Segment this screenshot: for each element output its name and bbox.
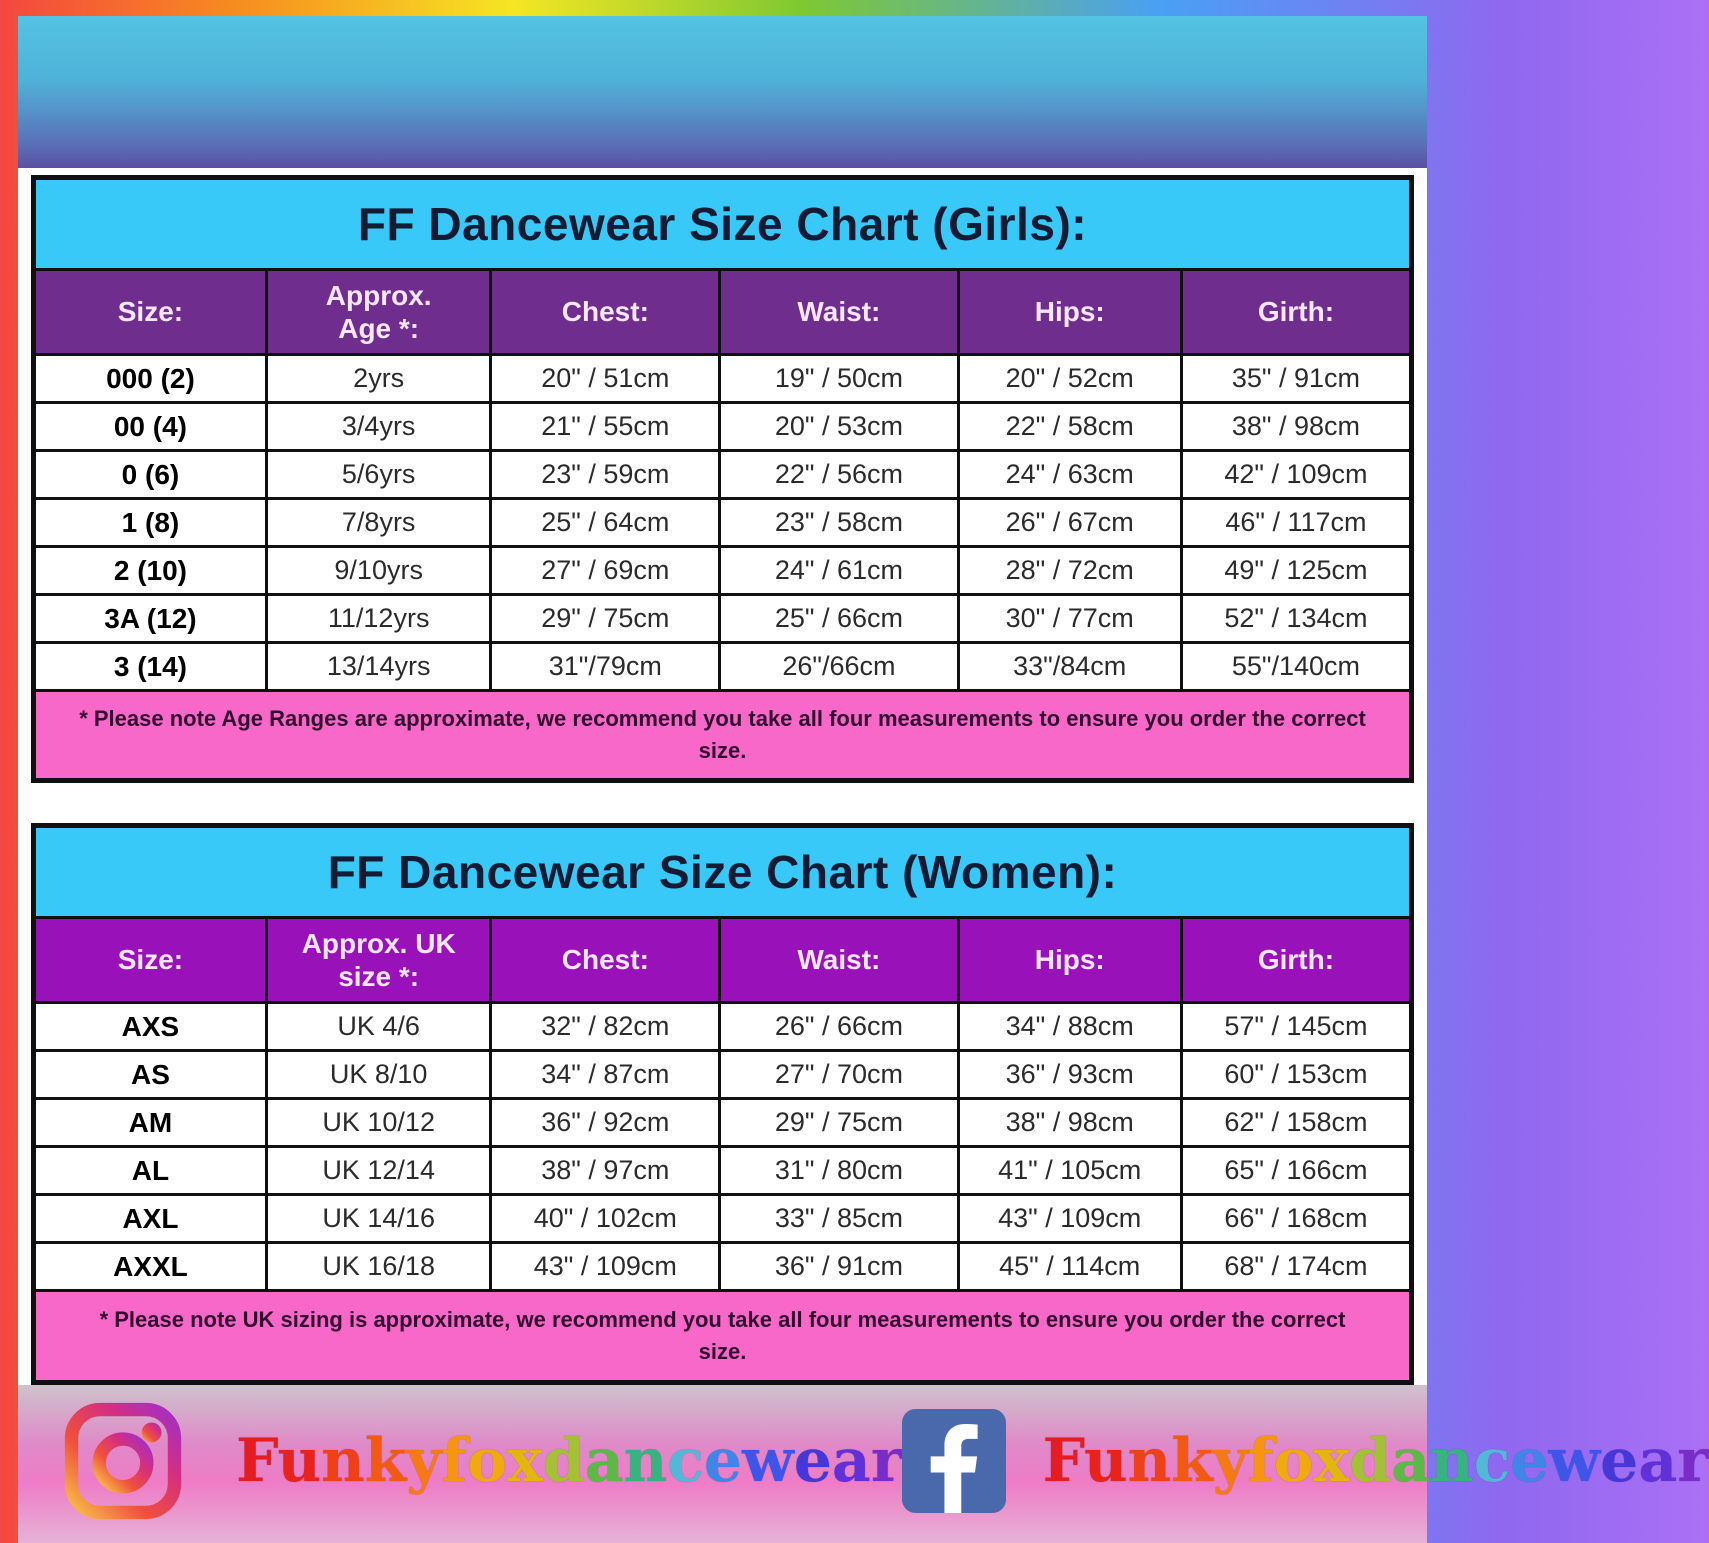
table-cell: 62" / 158cm xyxy=(1181,1099,1411,1147)
table-cell: 41" / 105cm xyxy=(958,1147,1181,1195)
size-cell: AXS xyxy=(34,1003,267,1051)
table-cell: 33" / 85cm xyxy=(720,1195,958,1243)
column-header-age-label: Approx. Age *: xyxy=(325,279,432,344)
facebook-handle[interactable]: Funkyfoxdancewear xyxy=(1042,1426,1709,1496)
table-cell: 42" / 109cm xyxy=(1181,451,1411,499)
table-cell: 68" / 174cm xyxy=(1181,1243,1411,1291)
column-header-hips: Hips: xyxy=(958,918,1181,1003)
table-cell: 26" / 66cm xyxy=(720,1003,958,1051)
table-cell: 9/10yrs xyxy=(266,547,491,595)
table-header-row xyxy=(34,918,1412,1003)
size-cell: AXXL xyxy=(34,1243,267,1291)
table-cell: 19" / 50cm xyxy=(720,355,958,403)
table-cell: 3/4yrs xyxy=(266,403,491,451)
girls-footnote xyxy=(34,691,1412,781)
table-row xyxy=(34,643,1412,691)
size-cell: 00 (4) xyxy=(34,403,267,451)
column-header-girth: Girth: xyxy=(1181,918,1411,1003)
column-header-girth: Girth: xyxy=(1181,270,1411,355)
table-cell: 27" / 69cm xyxy=(491,547,720,595)
table-cell: 36" / 91cm xyxy=(720,1243,958,1291)
girls-table-title: FF Dancewear Size Chart (Girls): xyxy=(34,178,1412,270)
table-cell: 11/12yrs xyxy=(266,595,491,643)
table-cell: 43" / 109cm xyxy=(958,1195,1181,1243)
table-cell: 20" / 51cm xyxy=(491,355,720,403)
table-cell: 57" / 145cm xyxy=(1181,1003,1411,1051)
table-cell: 33"/84cm xyxy=(958,643,1181,691)
table-cell: 34" / 87cm xyxy=(491,1051,720,1099)
content-card xyxy=(18,16,1709,1496)
table-cell: 24" / 61cm xyxy=(720,547,958,595)
column-header-uk-size xyxy=(266,918,491,1003)
table-cell: 23" / 58cm xyxy=(720,499,958,547)
column-header-chest: Chest: xyxy=(491,270,720,355)
table-row xyxy=(34,499,1412,547)
table-cell: 20" / 53cm xyxy=(720,403,958,451)
social-band xyxy=(18,1385,1709,1543)
table-cell: UK 4/6 xyxy=(266,1003,491,1051)
table-row xyxy=(34,547,1412,595)
table-title-row xyxy=(34,826,1412,918)
instagram-link[interactable] xyxy=(62,1400,902,1522)
table-row xyxy=(34,1051,1412,1099)
table-cell: 20" / 52cm xyxy=(958,355,1181,403)
table-cell: UK 8/10 xyxy=(266,1051,491,1099)
column-header-uk-size-label: Approx. UK size *: xyxy=(301,927,456,992)
table-cell: 36" / 92cm xyxy=(491,1099,720,1147)
size-cell: AL xyxy=(34,1147,267,1195)
table-cell: 28" / 72cm xyxy=(958,547,1181,595)
girls-footnote-text: * Please note Age Ranges are approximate, we recommend you take all four measurements to ensure you order the correct size. xyxy=(79,706,1366,763)
table-cell: 5/6yrs xyxy=(266,451,491,499)
table-cell: 45" / 114cm xyxy=(958,1243,1181,1291)
table-footnote-row xyxy=(34,1291,1412,1383)
instagram-handle[interactable]: Funkyfoxdancewear xyxy=(236,1426,903,1496)
table-row xyxy=(34,355,1412,403)
table-cell: 49" / 125cm xyxy=(1181,547,1411,595)
women-size-table xyxy=(31,823,1414,1385)
instagram-icon[interactable] xyxy=(62,1400,184,1522)
table-cell: 24" / 63cm xyxy=(958,451,1181,499)
table-cell: 46" / 117cm xyxy=(1181,499,1411,547)
size-cell: AM xyxy=(34,1099,267,1147)
column-header-age xyxy=(266,270,491,355)
table-cell: 2yrs xyxy=(266,355,491,403)
size-cell: 0 (6) xyxy=(34,451,267,499)
table-cell: 25" / 64cm xyxy=(491,499,720,547)
table-row xyxy=(34,1195,1412,1243)
table-cell: 66" / 168cm xyxy=(1181,1195,1411,1243)
table-title-row xyxy=(34,178,1412,270)
table-cell: 23" / 59cm xyxy=(491,451,720,499)
facebook-link[interactable] xyxy=(902,1409,1708,1513)
table-cell: 38" / 98cm xyxy=(958,1099,1181,1147)
table-cell: 32" / 82cm xyxy=(491,1003,720,1051)
table-cell: 55"/140cm xyxy=(1181,643,1411,691)
table-row xyxy=(34,1003,1412,1051)
table-cell: 34" / 88cm xyxy=(958,1003,1181,1051)
column-header-size: Size: xyxy=(34,270,267,355)
table-cell: 22" / 58cm xyxy=(958,403,1181,451)
table-cell: 38" / 97cm xyxy=(491,1147,720,1195)
table-header-row xyxy=(34,270,1412,355)
column-header-size: Size: xyxy=(34,918,267,1003)
table-cell: 40" / 102cm xyxy=(491,1195,720,1243)
size-cell: AS xyxy=(34,1051,267,1099)
table-cell: UK 16/18 xyxy=(266,1243,491,1291)
women-footnote xyxy=(34,1291,1412,1383)
tables-area xyxy=(18,168,1427,1385)
column-header-waist: Waist: xyxy=(720,270,958,355)
table-cell: 38" / 98cm xyxy=(1181,403,1411,451)
table-cell: 43" / 109cm xyxy=(491,1243,720,1291)
table-cell: 65" / 166cm xyxy=(1181,1147,1411,1195)
table-cell: 26"/66cm xyxy=(720,643,958,691)
table-cell: 60" / 153cm xyxy=(1181,1051,1411,1099)
table-cell: 22" / 56cm xyxy=(720,451,958,499)
table-cell: 31"/79cm xyxy=(491,643,720,691)
table-cell: UK 10/12 xyxy=(266,1099,491,1147)
size-cell: 3A (12) xyxy=(34,595,267,643)
table-cell: 36" / 93cm xyxy=(958,1051,1181,1099)
table-cell: UK 12/14 xyxy=(266,1147,491,1195)
table-cell: 27" / 70cm xyxy=(720,1051,958,1099)
size-cell: 2 (10) xyxy=(34,547,267,595)
table-row xyxy=(34,451,1412,499)
column-header-hips: Hips: xyxy=(958,270,1181,355)
table-cell: 30" / 77cm xyxy=(958,595,1181,643)
size-cell: AXL xyxy=(34,1195,267,1243)
facebook-icon[interactable] xyxy=(902,1409,1006,1513)
tables-spacer xyxy=(31,783,1414,823)
table-cell: 13/14yrs xyxy=(266,643,491,691)
table-row xyxy=(34,1099,1412,1147)
table-cell: 35" / 91cm xyxy=(1181,355,1411,403)
table-cell: UK 14/16 xyxy=(266,1195,491,1243)
table-row xyxy=(34,1243,1412,1291)
table-row xyxy=(34,595,1412,643)
women-footnote-text: * Please note UK sizing is approximate, we recommend you take all four measurements to ensure you order the correct size. xyxy=(99,1307,1346,1364)
table-cell: 52" / 134cm xyxy=(1181,595,1411,643)
size-cell: 3 (14) xyxy=(34,643,267,691)
women-table-title: FF Dancewear Size Chart (Women): xyxy=(34,826,1412,918)
girls-size-table xyxy=(31,175,1414,783)
table-cell: 7/8yrs xyxy=(266,499,491,547)
top-banner xyxy=(18,16,1427,168)
table-row xyxy=(34,1147,1412,1195)
table-cell: 26" / 67cm xyxy=(958,499,1181,547)
table-cell: 25" / 66cm xyxy=(720,595,958,643)
table-cell: 31" / 80cm xyxy=(720,1147,958,1195)
column-header-waist: Waist: xyxy=(720,918,958,1003)
table-cell: 29" / 75cm xyxy=(720,1099,958,1147)
size-cell: 1 (8) xyxy=(34,499,267,547)
table-cell: 21" / 55cm xyxy=(491,403,720,451)
table-cell: 29" / 75cm xyxy=(491,595,720,643)
table-row xyxy=(34,403,1412,451)
column-header-chest: Chest: xyxy=(491,918,720,1003)
table-footnote-row xyxy=(34,691,1412,781)
size-cell: 000 (2) xyxy=(34,355,267,403)
